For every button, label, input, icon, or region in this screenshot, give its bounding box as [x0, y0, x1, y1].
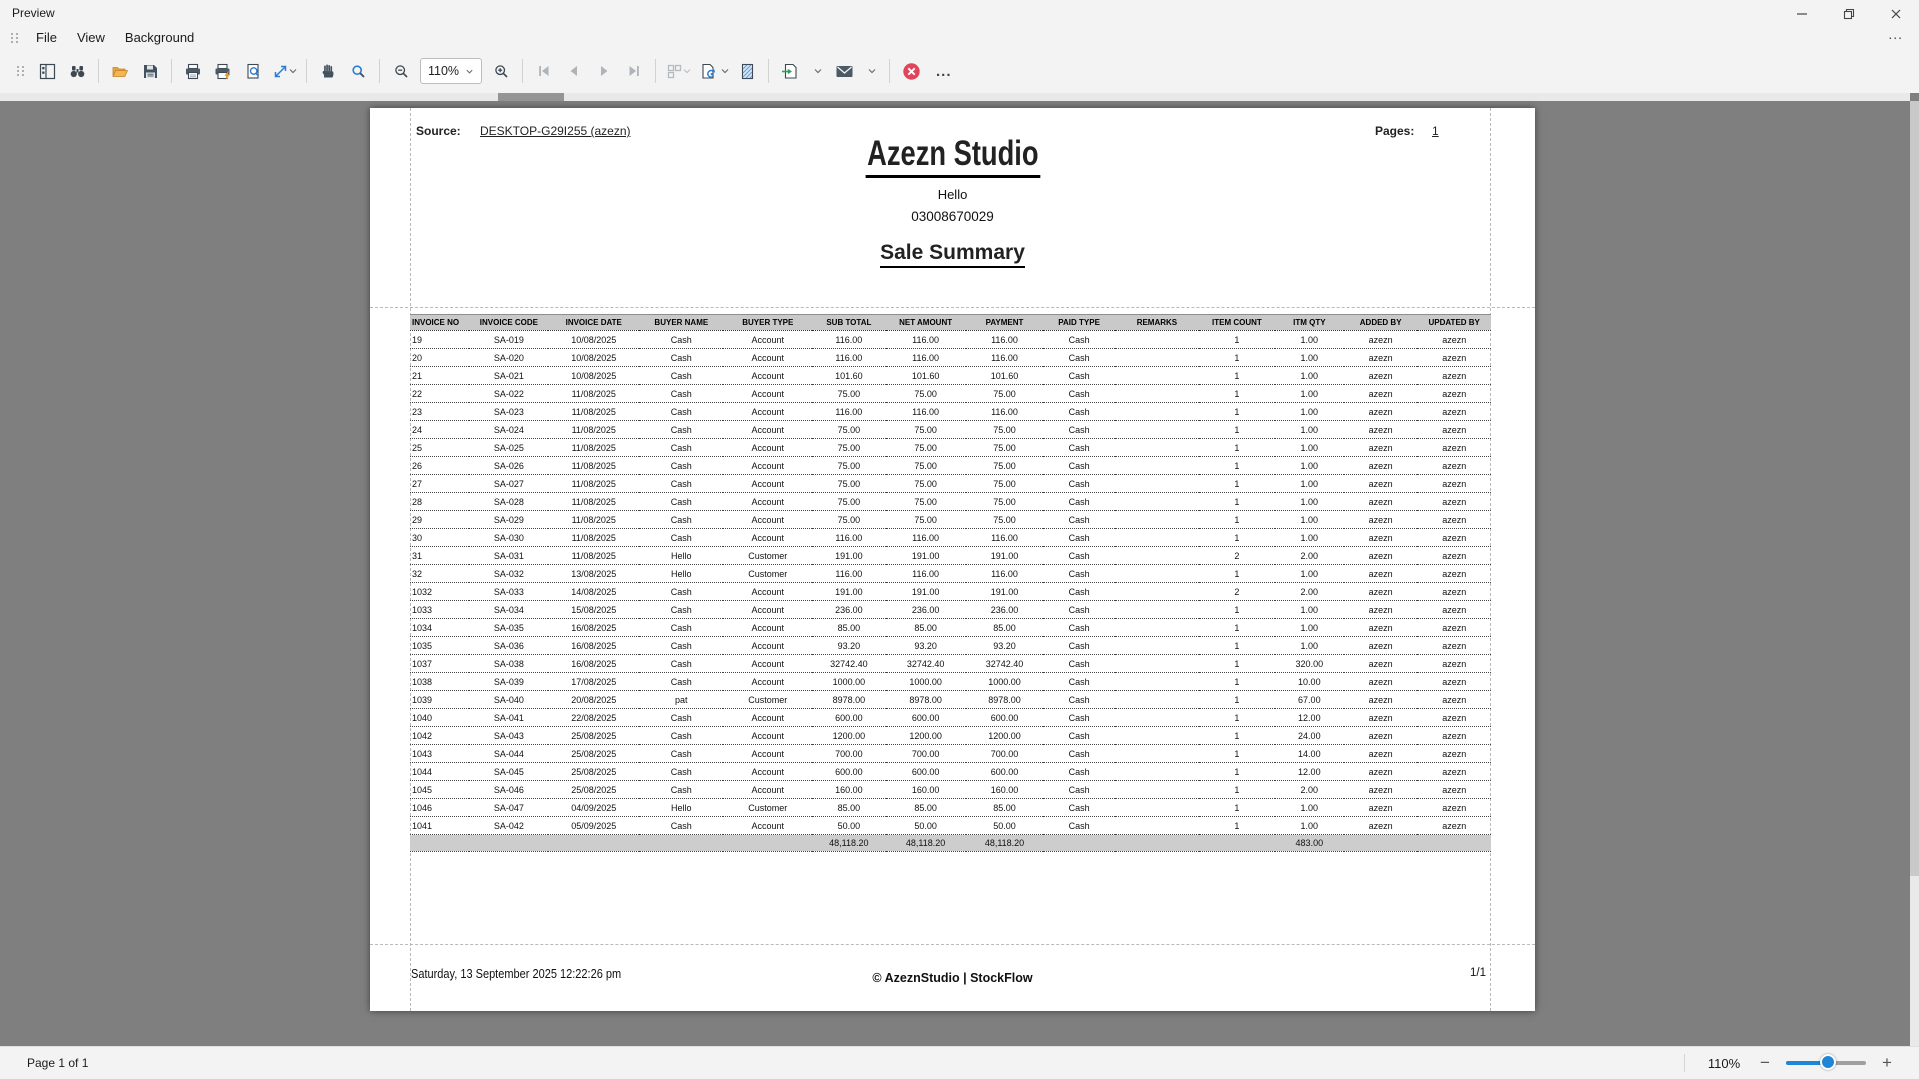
column-header: SUB TOTAL: [812, 315, 886, 331]
page-setup-icon: [245, 63, 262, 80]
toolbar-separator: [522, 59, 523, 83]
footer-band-guide: [370, 944, 1535, 945]
find-button[interactable]: [62, 56, 92, 86]
fit-width-dropdown-icon[interactable]: [288, 66, 298, 76]
column-header: INVOICE DATE: [548, 315, 639, 331]
table-row: 1045 SA-046 25/08/2025 Cash Account 160.00 160.00 160.00 Cash 1 2.00 azezn azezn: [410, 781, 1491, 799]
table-row: 1039 SA-040 20/08/2025 pat Customer 8978.00 8978.00 8978.00 Cash 1 67.00 azezn azezn: [410, 691, 1491, 709]
restore-button[interactable]: [1825, 0, 1872, 28]
table-row: 1040 SA-041 22/08/2025 Cash Account 600.00 600.00 600.00 Cash 1 12.00 azezn azezn: [410, 709, 1491, 727]
last-page-icon: [626, 63, 642, 79]
table-row: 32 SA-032 13/08/2025 Hello Customer 116.00 116.00 116.00 Cash 1 1.00 azezn azezn: [410, 565, 1491, 583]
close-preview-button[interactable]: [896, 56, 926, 86]
watermark-button[interactable]: [732, 56, 762, 86]
open-button[interactable]: [105, 56, 135, 86]
toolbar-separator: [306, 59, 307, 83]
toolbar-separator: [768, 59, 769, 83]
column-header: PAYMENT: [966, 315, 1044, 331]
table-body: [410, 331, 1491, 852]
pages-link[interactable]: 1: [1432, 124, 1439, 138]
pages-label: Pages:: [1375, 124, 1415, 138]
column-header: BUYER TYPE: [723, 315, 812, 331]
last-page-button[interactable]: [619, 56, 649, 86]
table-row: 1042 SA-043 25/08/2025 Cash Account 1200.00 1200.00 1200.00 Cash 1 24.00 azezn azezn: [410, 727, 1491, 745]
watermark-icon: [739, 63, 756, 80]
column-header: ITM QTY: [1275, 315, 1344, 331]
close-preview-icon: [902, 62, 921, 81]
footer-page-indicator: 1/1: [1470, 967, 1486, 979]
zoom-out-icon: [393, 63, 410, 80]
table-row: 1035 SA-036 16/08/2025 Cash Account 93.20 93.20 93.20 Cash 1 1.00 azezn azezn: [410, 637, 1491, 655]
report-page: [370, 108, 1535, 1011]
toolbar-grip-handle[interactable]: [14, 64, 28, 78]
menu-background[interactable]: Background: [124, 30, 195, 45]
zoom-slider-thumb[interactable]: [1820, 1054, 1836, 1070]
toolbar-separator: [655, 59, 656, 83]
menu-view[interactable]: View: [76, 30, 105, 45]
statusbar: [0, 1046, 1919, 1079]
footer-copyright: © AzeznStudio | StockFlow: [872, 971, 1033, 985]
statusbar-zoom-in-button[interactable]: +: [1882, 1053, 1892, 1072]
statusbar-zoom-out-button[interactable]: −: [1760, 1053, 1770, 1072]
first-page-button[interactable]: [529, 56, 559, 86]
window-title: Preview: [12, 6, 55, 20]
table-row: 1041 SA-042 05/09/2025 Cash Account 50.00 50.00 50.00 Cash 1 1.00 azezn azezn: [410, 817, 1491, 835]
toolbar-separator: [171, 59, 172, 83]
table-row: 22 SA-022 11/08/2025 Cash Account 75.00 75.00 75.00 Cash 1 1.00 azezn azezn: [410, 385, 1491, 403]
column-header: PAID TYPE: [1043, 315, 1114, 331]
zoom-out-button[interactable]: [386, 56, 416, 86]
toolbar-separator: [379, 59, 380, 83]
toolbar-separator: [98, 59, 99, 83]
zoom-tool-icon: [350, 63, 367, 80]
prev-page-icon: [566, 63, 582, 79]
statusbar-separator: [1684, 1054, 1685, 1072]
minimize-icon: [1794, 6, 1810, 22]
table-row: 25 SA-025 11/08/2025 Cash Account 75.00 75.00 75.00 Cash 1 1.00 azezn azezn: [410, 439, 1491, 457]
column-header: INVOICE NO: [410, 315, 469, 331]
quick-print-button[interactable]: [208, 56, 238, 86]
table-row: 28 SA-028 11/08/2025 Cash Account 75.00 75.00 75.00 Cash 1 1.00 azezn azezn: [410, 493, 1491, 511]
horizontal-scrollbar-thumb[interactable]: [498, 93, 564, 101]
table-row: 1033 SA-034 15/08/2025 Cash Account 236.00 236.00 236.00 Cash 1 1.00 azezn azezn: [410, 601, 1491, 619]
titlebar: [0, 0, 1919, 26]
company-title: Azezn Studio: [370, 134, 1535, 178]
hand-tool-icon: [320, 63, 337, 80]
zoom-slider[interactable]: [1786, 1055, 1866, 1071]
table-total-row: 48,118.20 48,118.20 48,118.20 483.00: [410, 835, 1491, 852]
company-phone: 03008670029: [911, 209, 994, 224]
horizontal-scrollbar[interactable]: [0, 93, 1910, 101]
company-subtitle: Hello: [937, 187, 968, 202]
sales-table: [410, 314, 1491, 852]
table-row: 24 SA-024 11/08/2025 Cash Account 75.00 75.00 75.00 Cash 1 1.00 azezn azezn: [410, 421, 1491, 439]
header-band-guide: [370, 307, 1535, 308]
thumbnails-button[interactable]: [32, 56, 62, 86]
table-row: 23 SA-023 11/08/2025 Cash Account 116.00 116.00 116.00 Cash 1 1.00 azezn azezn: [410, 403, 1491, 421]
menubar: [0, 26, 1919, 49]
save-icon: [142, 63, 159, 80]
email-button[interactable]: [829, 56, 859, 86]
close-window-button[interactable]: [1872, 0, 1919, 28]
column-header: ITEM COUNT: [1199, 315, 1275, 331]
chevron-down-icon: [465, 67, 474, 76]
page-setup-button[interactable]: [238, 56, 268, 86]
menu-file[interactable]: File: [36, 30, 57, 45]
email-icon: [835, 64, 854, 79]
multi-page-dropdown-icon[interactable]: [682, 66, 692, 76]
source-label: Source:: [416, 124, 461, 138]
report-title: Sale Summary: [370, 241, 1535, 268]
hand-tool-button[interactable]: [313, 56, 343, 86]
table-row: 20 SA-020 10/08/2025 Cash Account 116.00 116.00 116.00 Cash 1 1.00 azezn azezn: [410, 349, 1491, 367]
prev-page-button[interactable]: [559, 56, 589, 86]
find-icon: [69, 63, 86, 80]
zoom-in-button[interactable]: [486, 56, 516, 86]
print-button[interactable]: [178, 56, 208, 86]
restore-icon: [1841, 6, 1857, 22]
vertical-scrollbar[interactable]: [1910, 101, 1919, 1046]
table-row: 19 SA-019 10/08/2025 Cash Account 116.00 116.00 116.00 Cash 1 1.00 azezn azezn: [410, 331, 1491, 349]
toolbar: [0, 49, 1919, 93]
preview-area: [0, 93, 1919, 1046]
table-row: 1034 SA-035 16/08/2025 Cash Account 85.00 85.00 85.00 Cash 1 1.00 azezn azezn: [410, 619, 1491, 637]
column-header: INVOICE CODE: [469, 315, 548, 331]
menu-overflow-button[interactable]: ...: [1888, 26, 1903, 42]
next-page-icon: [596, 63, 612, 79]
table-row: 29 SA-029 11/08/2025 Cash Account 75.00 75.00 75.00 Cash 1 1.00 azezn azezn: [410, 511, 1491, 529]
table-row: 1046 SA-047 04/09/2025 Hello Customer 85.00 85.00 85.00 Cash 1 1.00 azezn azezn: [410, 799, 1491, 817]
open-icon: [111, 63, 129, 80]
fit-width-icon: [272, 63, 289, 80]
column-header: BUYER NAME: [639, 315, 723, 331]
toolbar-separator: [889, 59, 890, 83]
close-icon: [1888, 6, 1904, 22]
first-page-icon: [536, 63, 552, 79]
statusbar-zoom-value: 110%: [1707, 1055, 1741, 1071]
report-table-head-row: [410, 315, 1491, 331]
table-row: 30 SA-030 11/08/2025 Cash Account 116.00 116.00 116.00 Cash 1 1.00 azezn azezn: [410, 529, 1491, 547]
column-header: ADDED BY: [1344, 315, 1418, 331]
column-header: REMARKS: [1115, 315, 1199, 331]
toolbar-more-button[interactable]: ...: [936, 62, 952, 80]
thumbnails-icon: [39, 63, 56, 80]
export-dropdown-icon[interactable]: [720, 66, 730, 76]
export-icon: [700, 63, 718, 80]
vertical-scrollbar-thumb[interactable]: [1910, 101, 1919, 876]
multi-page-icon: [666, 63, 683, 80]
zoom-level-select[interactable]: [420, 58, 482, 84]
zoom-level-value: 110%: [428, 64, 460, 78]
page-info: Page 1 of 1: [27, 1056, 89, 1070]
add-page-icon: [781, 63, 799, 80]
email-dropdown-icon[interactable]: [867, 66, 877, 76]
table-row: 1038 SA-039 17/08/2025 Cash Account 1000.00 1000.00 1000.00 Cash 1 10.00 azezn azezn: [410, 673, 1491, 691]
table-row: 31 SA-031 11/08/2025 Hello Customer 191.00 191.00 191.00 Cash 2 2.00 azezn azezn: [410, 547, 1491, 565]
table-row: 1044 SA-045 25/08/2025 Cash Account 600.00 600.00 600.00 Cash 1 12.00 azezn azezn: [410, 763, 1491, 781]
add-page-dropdown-icon[interactable]: [813, 66, 823, 76]
table-row: 1032 SA-033 14/08/2025 Cash Account 191.00 191.00 191.00 Cash 2 2.00 azezn azezn: [410, 583, 1491, 601]
add-page-button[interactable]: [775, 56, 805, 86]
table-row: 27 SA-027 11/08/2025 Cash Account 75.00 75.00 75.00 Cash 1 1.00 azezn azezn: [410, 475, 1491, 493]
footer-datetime: Saturday, 13 September 2025 12:22:26 pm: [411, 967, 622, 981]
sales-table-container: [410, 314, 1491, 852]
table-row: 1037 SA-038 16/08/2025 Cash Account 32742.40 32742.40 32742.40 Cash 1 320.00 azezn azezn: [410, 655, 1491, 673]
zoom-in-icon: [493, 63, 510, 80]
table-row: 21 SA-021 10/08/2025 Cash Account 101.60 101.60 101.60 Cash 1 1.00 azezn azezn: [410, 367, 1491, 385]
column-header: UPDATED BY: [1417, 315, 1491, 331]
table-row: 1043 SA-044 25/08/2025 Cash Account 700.00 700.00 700.00 Cash 1 14.00 azezn azezn: [410, 745, 1491, 763]
next-page-button[interactable]: [589, 56, 619, 86]
quick-print-icon: [214, 63, 232, 80]
column-header: NET AMOUNT: [886, 315, 966, 331]
minimize-button[interactable]: [1778, 0, 1825, 28]
source-link[interactable]: DESKTOP-G29I255 (azezn): [480, 124, 631, 138]
menu-grip-handle[interactable]: [8, 31, 22, 45]
print-icon: [184, 63, 202, 80]
table-row: 26 SA-026 11/08/2025 Cash Account 75.00 75.00 75.00 Cash 1 1.00 azezn azezn: [410, 457, 1491, 475]
zoom-tool-button[interactable]: [343, 56, 373, 86]
save-button[interactable]: [135, 56, 165, 86]
